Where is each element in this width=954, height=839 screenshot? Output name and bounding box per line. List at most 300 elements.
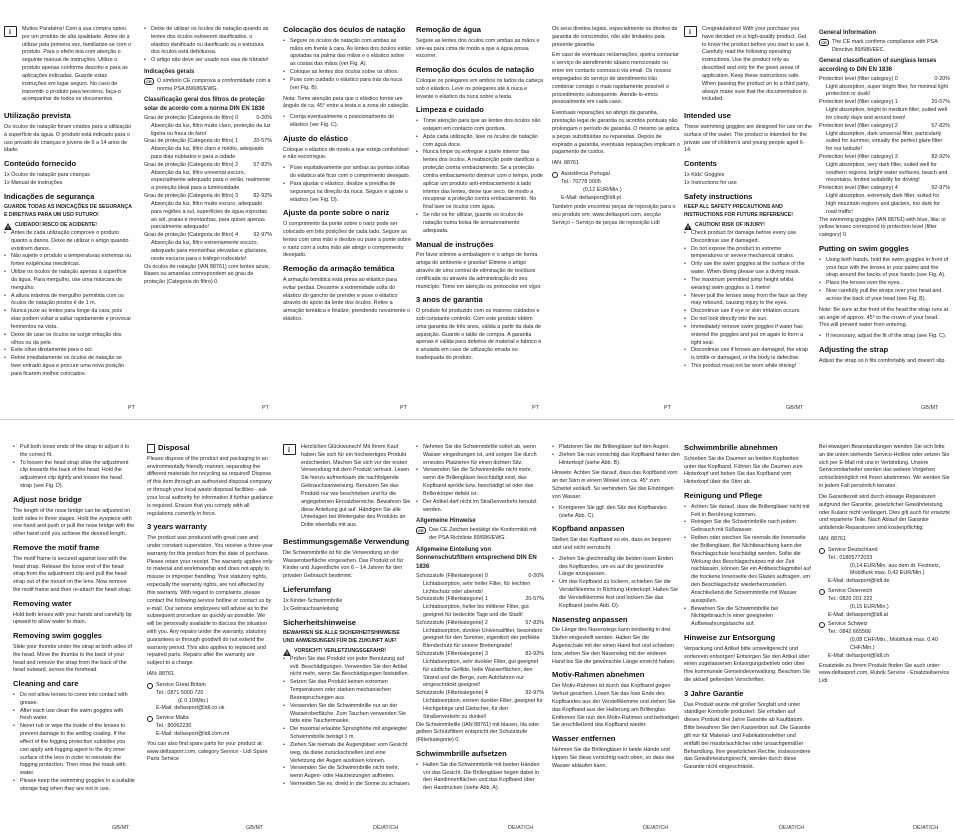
list-item: • Ziehen Sie niemals die Augengläser vom Gesicht weg, da diese zurückschnellen und eine Verletzung der Augen auslösen können.: [283, 742, 411, 765]
list-item: • Discontinue use if lenses are damaged, the strap is brittle or damaged, or the body is defective.: [684, 347, 812, 363]
motif-text: A armação temática está presa ao elástico para evitar perdas. Desarme a extremidade solta do elástico do gancho de prender e puxe o elástico através do apoio da lente dos óculos. Retire a armação temática e finalize, prendendo novamente o elástico.: [283, 276, 411, 323]
heading-remove-goggles: Remoção dos óculos de natação: [416, 65, 535, 75]
service-name: Service Deutschland: [828, 546, 878, 553]
protection-level: Protection level (filter category) 2: [819, 122, 898, 129]
cleaning-list: [684, 504, 812, 629]
spare-parts-text: Ersatzteile zu Ihrem Produkt finden Sie auch unter: www.deltasport.com, Rubrik Service - Ersatzteilservice Lidl: [819, 662, 950, 685]
service-price: (0,14 EUR/Min. aus dem dt. Festnetz, Mobilfunk max. 0,42 EUR/Min.): [850, 562, 941, 577]
ian-number: IAN: 88761: [147, 671, 174, 678]
warning-label: [4, 222, 132, 230]
adjust-text: Stellen Sie das Kopfband so ein, dass es bequem sitzt und nicht verrutscht.: [552, 537, 671, 551]
service-icon: [819, 548, 825, 554]
page-footer: [0, 825, 954, 835]
protection-range: 82-92%: [931, 154, 950, 160]
heading-general-info: General Information: [819, 30, 877, 36]
service-icon: [147, 716, 153, 722]
ce-mark-icon: CE: [416, 527, 426, 534]
service-name: Service Österreich: [828, 588, 873, 595]
tel-label: Tel.:: [156, 689, 166, 696]
heading-filter-class: Allgemeine Einteilung von Sonnenschutzfiltern entsprechend DIN EN 1836: [416, 546, 537, 571]
nose-text: Die Länge des Nasenstegs kann beidseitig in drei Stufen eingestellt werden. Halten Sie die Augenschale mit der einen Hand fest und schieben bzw. ziehen Sie den Nasensteg mit der anderen Hand bis Sie die gewünschte Länge erreicht haben.: [552, 627, 676, 665]
service-tel: 70778 0005: [572, 178, 601, 185]
motif-text: Der Motiv-Rahmen ist durch das Kopfband gegen Verlust gesichert. Lösen Sie das lose Ende des Kopfbandes aus der Verstellklemme und ziehen Sie das Kopfband aus der Halterung am Brillenglas. Entfernen Sie nun den Motiv-Rahmen und befestigen Sie anschließend das Kopfband wieder.: [552, 683, 680, 729]
service-mail-line: [828, 612, 889, 620]
heading-remove-water: Wasser entfernen: [552, 734, 616, 744]
page-label: GB/MT: [786, 405, 804, 411]
column-gb-4: [147, 444, 273, 824]
list-item: • Do not look directly into the sun.: [684, 316, 812, 324]
service-mail-line: [828, 653, 950, 661]
protection-row: [144, 232, 272, 240]
adjust-text: Adjust the strap so it fits comfortably and doesn't slip.: [819, 357, 946, 364]
heading-intended-use: Utilização prevista: [4, 111, 71, 121]
heading-put-on: Putting on swim goggles: [819, 244, 909, 254]
list-item: • Please keep the swimming goggles in a suitable storage bag when they are not in use.: [13, 778, 135, 794]
ce-text: Das CE Zeichen bestätigt die Konformität mit der PSA Richtlinie 89/686/EWG.: [429, 527, 537, 541]
list-item: • Após cada utilização, lave os óculos de natação com água doce.: [416, 134, 544, 150]
contents-list: [4, 172, 132, 188]
list-item: • Do not allow lenses to come into contact with grease.: [13, 692, 135, 708]
water-text: Nehmen Sie die Brillengläser in beide Hände und kippen Sie diese vorsichtig nach oben, so dass das Wasser ablaufen kann.: [552, 746, 675, 769]
list-item: • If necessary, adjust the fit of the strap (see Fig. C).: [819, 333, 950, 341]
service-tel: 01805772033: [839, 554, 873, 561]
service-email: deltasport@lidl.de: [846, 578, 890, 585]
heading-filter-class: General classification of sunglass lenses according to DIN EN 1836: [819, 58, 937, 74]
list-item: • Korrigieren Sie ggf. den Sitz des Kopfbandes (siehe Abb. C).: [552, 505, 680, 521]
heading-disposal: Disposal: [158, 444, 190, 452]
disposal-text: Verpackung und Artikel bitte umweltgerecht und sortenrein entsorgen! Entsorgen Sie den Artikel über einen zugelassenen Entsorgungsbetrieb oder über Ihre kommunale Gemeindeverwaltung. Beachten Sie die aktuell geltenden Vorschriften.: [684, 645, 811, 684]
page-label: PT: [532, 405, 540, 411]
intro-text: Herzlichen Glückwunsch! Mit Ihrem Kauf haben Sie sich für ein hochwertiges Produkt entschieden. Machen Sie sich vor der ersten Verwendung mit dem Produkt vertraut. Lesen Sie hierzu aufmerksam die nachfolgende Gebrauchsanweisung. Benutzen Sie das Produkt nur wie beschrieben und für die angegebenen Einsatzbereiche. Bewahren Sie diese Anleitung gut auf. Händigen Sie alle Unterlagen bei Weitergabe des Produkts an Dritte ebenfalls mit aus.: [301, 444, 411, 529]
page-label: PT: [262, 405, 270, 411]
intended-use-text: These swimming goggles are designed for use on the surface of the water. The product is intended for the private use of children's and young people aged 6-14.: [684, 124, 812, 154]
spare-parts-text: Também pode encontrar peças de reposição para o seu produto em: www.deltasport.com, secção Serviço – Serviço de peças de reposição Lidl: [552, 204, 676, 227]
protection-row: [416, 620, 544, 628]
protection-row: [819, 99, 950, 107]
heading-cleaning: Reinigung und Pflege: [684, 491, 763, 501]
warning-triangle-icon: [4, 223, 12, 230]
heading-contents: Contents: [684, 159, 717, 169]
protection-desc: Light absorption, bright to medium filter, suited well for cloudy days and around town!: [826, 107, 948, 121]
service-tel-line: [828, 596, 889, 604]
warranty-text: The product was produced with great care and under constant supervision. You receive a three-year warranty for this product from the date of purchase. Please retain your receipt. The warranty applies only to material and workmanship and does not apply to misuse or improper handling. Your statutory rights, especially the warranty rights, are not affected by this warranty. With regard to complaints, please contact the following service hotline or contact us by e-mail. Our service employees will advise as to the subsequent procedure as quickly as possible. We will be personally available to discuss the situation with you. Any repairs under the warranty, statutory guarantees or through goodwill do not extend the warranty period. This also applies to replaced and repaired parts. Repairs after the warranty are subject to a charge.: [147, 535, 273, 667]
page-label: DE/AT/CH: [643, 825, 669, 831]
list-item: • Se não os for utilizar, guarde os óculos de natação numa bolsa de armazenamento adequada.: [416, 212, 544, 235]
warning-text: VORSICHT! VERLETZUNGSGEFAHR!: [294, 648, 386, 655]
put-on-list-cont: [552, 444, 680, 467]
protection-desc: Light absorption, super bright filter, for minimal light protection or dusk!: [826, 83, 948, 98]
column-pt-4: [416, 26, 544, 398]
list-item: • Der Artikel darf nicht im Straßenverkehr benutzt werden.: [416, 499, 544, 515]
protection-row: [144, 162, 272, 170]
contents-item: 1x Gebrauchsanleitung: [283, 605, 339, 612]
protection-range: 57-82%: [525, 619, 544, 626]
protection-row: [416, 596, 544, 604]
list-item: • Ziehen Sie gleichmäßig die beiden losen Enden des Kopfbandes, um es auf die gewünschte Länge anzupassen.: [552, 556, 680, 579]
mail-label: E-Mail:: [828, 611, 845, 618]
heading-remove-water: Remoção de água: [416, 26, 481, 34]
heading-general-info: Allgemeine Hinweise: [416, 518, 476, 525]
heading-motif-frame: Motiv-Rahmen abnehmen: [552, 670, 645, 680]
protection-desc: Absorção da luz, filtro universal escuro, especialmente adequado para o verão, realmente a proteção ideal para a luminosidade: [151, 169, 270, 192]
list-item: • O artigo não deve ser usado nos vias de trânsito!: [144, 57, 272, 65]
heading-remove-water: Removing water: [13, 598, 72, 608]
protection-desc: Lichtabsorption, sehr dunkler Filter, gut geeignet für südliche Gefilde, helle Wasserflächen, den Strand und die Berge, zum Autofahren nur eingeschränkt geeignet!: [423, 658, 539, 689]
protection-row: [144, 193, 272, 201]
service-email: deltasport@lidl.at: [846, 611, 889, 618]
protection-table: [416, 573, 544, 722]
list-item: • Nehmen Sie die Schwimmbrille sofort ab, wenn Wasser eingedrungen ist, und sorgen Sie durch erneutes Platzieren für einen dichten Sitz.: [416, 444, 544, 467]
warning-label: [283, 648, 411, 656]
heading-safety: Sicherheitshinweise: [283, 617, 357, 627]
service-tel-line: [828, 629, 950, 637]
water-text: Segure as lentes dos óculos com ambas as mãos e vire-as para cima de modo a que a água possa escorrer.: [416, 37, 540, 60]
list-item: • Corrija eventualmente o posicionamento do elástico (ver Fig. C).: [283, 114, 411, 130]
service-price: (0,08 CHF/Min., Mobilfunk max. 0,40 CHF/Min.): [850, 637, 938, 651]
tel-label: Tel.:: [828, 629, 838, 636]
protection-level: Protection level (filter category) 3: [819, 154, 898, 160]
list-item: • Tome atenção para que as lentes dos óculos não estejam em contacto com gordura.: [416, 118, 544, 134]
service-icon: [819, 622, 825, 628]
adjust-text: Coloque o elástico de modo a que esteja confortável e não escorregue.: [283, 146, 409, 161]
rights-text: Os seus direitos legais, especialmente os direitos de garantia do consumidor, não são limitados pela presente garantia.: [552, 26, 678, 48]
protection-table: [819, 76, 950, 217]
heading-filter-class: Classificação geral dos filtros de proteção solar de acordo com a norma DIN EN 1836: [144, 97, 265, 113]
protection-range: 92-97%: [931, 185, 950, 192]
intended-use-text: Die Schwimmbrille ist für die Verwendung an der Wasseroberfläche vorgesehen. Das Produkt ist für Kinder und Jugendliche von 6 – 14 Jahren für den privaten Gebrauch bestimmt.: [283, 549, 404, 580]
list-item: • Retire imediatamente os óculos de natação se tiver entrado água e procure uma nova posição para ficarem melhor colocados.: [4, 355, 132, 378]
service-tel: 0820 201 222: [839, 595, 873, 602]
protection-range: 57-82%: [253, 161, 272, 168]
put-on-list-2: [819, 333, 950, 341]
safety-keep-text: KEEP ALL SAFETY PRECAUTIONS AND INSTRUCTIONS FOR FUTURE REFERENCE!: [684, 204, 793, 218]
protection-desc: Lichtabsorption, dunkler Universalfilter, besonders geeignet für den Sommer, eigentlich der perfekte Blendschutz für unsere Breitengrade!: [423, 627, 543, 650]
service-price: (0,15 EUR/Min.): [850, 603, 889, 610]
protection-range: 0-20%: [256, 114, 272, 121]
tel-label: Tel.:: [828, 554, 838, 561]
disposal-text: Por favor elimine a embalagem e o artigo de forma amiga do ambiente e gravitar! Elimine o artigo através de uma central de eliminação de resíduos certificada ou através da administração do seu município. Tome em atenção os protocolos em vigor.: [416, 252, 542, 290]
service-address: [819, 547, 950, 586]
put-on-list-2: [283, 114, 411, 130]
spare-parts-text: You can also find spare parts for your product at: www.deltasport.com, category Service - Lidl Spare Parts Service: [147, 740, 268, 763]
heading-intended-use: Intended use: [684, 111, 731, 121]
column-de-1: [283, 444, 411, 824]
ian-number: IAN: 88761: [819, 536, 846, 543]
service-name: Service Great Britain: [156, 681, 206, 688]
list-item: • Pull both loose ends of the strap to adjust it to the correct fit.: [13, 444, 135, 460]
page-label: GB/MT: [246, 825, 264, 831]
list-item: • Only use the swim goggles at the surface of the water. When diving please use a diving mask.: [684, 261, 812, 277]
page-label: GB/MT: [921, 405, 939, 411]
service-name: Service Malta: [156, 715, 189, 722]
heading-warranty: 3 anos de garantia: [416, 295, 483, 305]
mail-label: E-Mail:: [156, 730, 173, 737]
list-item: • Reinigen Sie die Schwimmbrille nach jedem Gebrauch mit Süßwasser.: [684, 519, 812, 535]
contents-list: [684, 172, 812, 188]
safety-list: [283, 656, 411, 789]
warning-triangle-icon: [684, 223, 692, 230]
page-label: DE/AT/CH: [913, 825, 939, 831]
sheet-portuguese-english: [0, 0, 954, 419]
list-item: • Now carefully pull the straps over your head and across the back of your head (see Fig. B).: [819, 288, 950, 304]
service-price: (0,12 EUR/Min.): [583, 186, 622, 193]
contents-list: [283, 598, 411, 614]
service-details: [156, 715, 229, 738]
list-item: • The maximum permitted jump height whilst wearing swim goggles is 1 metre!: [684, 277, 812, 293]
put-on-list: [283, 38, 411, 93]
list-item: • Puxe equitativamente por ambas as pontas soltas do elástico até ficar com o comprimento desejado.: [283, 165, 411, 181]
service-tel-line: [561, 179, 622, 187]
mail-label: E-Mail:: [156, 705, 173, 712]
list-item: • Coloque as lentes dos óculos sobre os olhos.: [283, 69, 411, 77]
service-address: [819, 588, 950, 619]
protection-range: 20-57%: [525, 596, 544, 603]
service-mail-line: [561, 195, 622, 203]
protection-desc: Light absorption, dark universal filter, particularly suited for summer, virtually the perfect glare filter for our latitude!: [826, 130, 943, 153]
protection-level: Schutzstufe (Filterkategorie) 2: [416, 619, 488, 626]
adjust-list: [283, 165, 411, 204]
filter-category-text: Die Schwimmbrille (IAN 88761) mit blauen, lila oder gelben Schutzfiltern entspricht der Schutzstufe (Filterkategorie) 0.: [416, 721, 540, 744]
service-details: [156, 682, 224, 713]
page-label: PT: [128, 405, 136, 411]
list-item: • Nunca puxe as lentes para longe da cara, pois elas podem voltar a saltar rapidamente e provocar ferimentos na vista.: [4, 308, 132, 331]
protection-desc: Absorção da luz, filtro extremamente escuro, adequado para montanhas elevadas e glaciares, neste escuros para o tráfego rodoviário!: [151, 240, 268, 262]
heading-nose-bridge: Ajuste da ponte sobre o nariz: [283, 208, 390, 218]
heading-remove-goggles: Schwimmbrille abnehmen: [684, 444, 778, 452]
protection-level: Schutzstufe (Filterkategorie) 4: [416, 690, 488, 697]
column-pt-3: [283, 26, 411, 398]
heading-adjust-strap: Adjusting the strap: [819, 345, 889, 355]
protection-table: [144, 115, 272, 264]
tel-label: Tel.:: [828, 595, 838, 602]
list-item: • Do not expose the product to extreme temperatures or severe mechanical strains.: [684, 246, 812, 262]
mail-label: E-Mail:: [828, 652, 845, 659]
protection-desc: Absorção da luz, filtro muito escuro, adequado para regiões a sul, superfícies de água expostas ao sol, praias e montanhas, para quiser apenas parcialmente adequado!: [151, 200, 267, 231]
list-item: • Antes de cada utilização comprove o produto quanto a danos. Deixe de utilizar o artigo quando existirem danos.: [4, 230, 132, 253]
list-item: • Setzen Sie das Produkt keinen extremen Temperaturen oder starken mechanischen Beanspruchungen aus.: [283, 679, 411, 702]
protection-level: Grau de proteção (Categoria do filtro) 2: [144, 161, 239, 168]
put-on-list-2: [552, 505, 680, 521]
protection-level: Grau de proteção (Categoria do filtro) 1: [144, 138, 239, 145]
ce-text: The CE mark confirms compliance with PSA Directive 89/686/EEC.: [832, 38, 938, 53]
ce-mark-icon: CE: [819, 39, 829, 46]
protection-desc: Absorção da luz, filtro claro e médio, adequado para dias nublados e para a cidade: [151, 146, 264, 160]
service-email: deltasport@lidl.com.mt: [174, 730, 230, 737]
protection-range: 0-20%: [528, 572, 544, 579]
ian-number: IAN: 88761: [552, 160, 579, 167]
protection-range: 82-92%: [253, 193, 272, 200]
heading-adjust-strap: Kopfband anpassen: [552, 524, 625, 534]
list-item: • Um das Kopfband zu lockern, schieben Sie die Verstellklemme in Richtung Hinterkopf. Halten Sie die Verstellklemme fest und lockern Sie das Kopfband (siehe Abb. D).: [552, 579, 680, 610]
motif-text: The motif frame is secured against loss with the head strap. Release the loose end of the head strap from the adjustment clip and pull the head strap out of the mount on the lens. Now remove the motif frame and then re-attach the head strap.: [13, 555, 132, 594]
contents-item: 1x Kinder-Schwimmbrille: [283, 597, 343, 604]
protection-level: Grau de proteção (Categoria do filtro) 0: [144, 114, 239, 121]
column-de-4: [684, 444, 812, 824]
safety-list-cont: [416, 444, 544, 514]
cleaning-list: [416, 118, 544, 235]
list-item: • Check product for damage before every use. Discontinue use if damaged.: [684, 230, 812, 246]
heading-remove-goggles: Removing swim goggles: [13, 631, 103, 641]
page-label: PT: [400, 405, 408, 411]
protection-level: Grau de proteção (Categoria do filtro) 3: [144, 193, 239, 200]
contents-item: 1x Manual de instruções: [4, 179, 63, 186]
service-icon: [819, 589, 825, 595]
info-book-icon: [283, 444, 296, 455]
column-gb-1: [684, 26, 812, 398]
service-details: [828, 621, 950, 660]
list-item: • Never rub or wipe the inside of the lenses to prevent damage to the antifog coating. If the effect of the fogging protection subsides you can apply anti-fogging agent to the dry inner surface of the lens in order to reinstate the fogging protection. Then rinse the mask with water.: [13, 723, 135, 778]
list-item: • Utilize os óculos de natação apenas à superfície da água. Para mergulho, use uma máscara de mergulho.: [4, 269, 132, 292]
service-mail-line: [156, 705, 224, 713]
protection-row: [416, 690, 544, 698]
page-label: DE/AT/CH: [508, 825, 534, 831]
protection-level: Protection level (filter category) 4: [819, 185, 898, 192]
list-item: • Verwenden Sie die Schwimmbrille nicht mehr, wenn die Brillengläser beschädigt sind, das Kopfband spröde bzw. beschädigt ist oder das Brillenkörper defekt ist.: [416, 467, 544, 498]
page-label: GB/MT: [112, 825, 130, 831]
column-pt-5: [552, 26, 680, 398]
protection-row: [819, 154, 950, 162]
info-book-icon: [4, 26, 17, 37]
safety-keep-text: BEWAHREN SIE ALLE SICHERHEITSHINWEISE UND ANWEISUNGEN FÜR DIE ZUKUNFT AUF!: [283, 630, 400, 644]
repairs-text: Die Garantiezeit wird durch etwaige Reparaturen aufgrund der Garantie, gesetzlicher Gewährleistung oder Kulanz nicht verlängert. Dies gilt auch für ersetzte und reparierte Teile. Nach Ablauf der Garantie anfallende Reparaturen sind kostenpflichtig.: [819, 493, 950, 532]
note-text: Note: Be sure at the front of the head the strap runs at an angle of approx. 45° to the crown of your head. This will prevent water from entering.: [819, 306, 949, 329]
protection-row: [144, 115, 272, 123]
service-details: [828, 588, 889, 619]
list-item: • Não sujeite o produto a temperaturas extremas ou fortes exigências mecânicas.: [4, 253, 132, 269]
protection-level: Schutzstufe (Filterkategorie) 3: [416, 651, 488, 658]
ce-mark-icon: CE: [144, 78, 154, 85]
column-pt-1: [4, 26, 132, 398]
protection-level: Protection level (filter category) 1: [819, 99, 898, 106]
warranty-text: Das Produkt wurde mit großer Sorgfalt und unter ständiger Kontrolle produziert. Sie erhalten auf dieses Produkt drei Jahre Garantie ab Kaufdatum. Bitte bewahren Sie den Kassenbon auf. Die Garantie gilt nur für Material- und Fabrikationsfehler und entfällt bei missbräuchlicher oder unsachgemäßer Behandlung. Ihre gesetzlichen Rechte, insbesondere das Gewährleistungsrecht, werden durch diese Garantie nicht eingeschränkt.: [684, 701, 811, 771]
service-price: (£ 0.10/Min.): [178, 697, 209, 704]
list-item: • Immediately remove swim goggles if water has entered the goggles and put on again to form a tight seal.: [684, 324, 812, 347]
service-email: deltasport@lidl.pt: [579, 194, 622, 201]
intro-text: Muitos Parabéns! Com a sua compra optou por um produto de alta qualidade. Antes de a utilizar pela primeira vez, familiarize-se com o produto. Para o efeito leia com atenção o seguinte manual de instruções. Utilize o produto apenas conforme descrito e para as aplicações indicadas. Guarde estas instruções em lugar seguro. No caso de transmitir o produto para terceiros, faça-o acompanhar de todos os documentos.: [22, 26, 132, 103]
heading-disposal: Manual de instruções: [416, 239, 494, 249]
heading-contents: Conteúdo fornecido: [4, 159, 77, 169]
tel-label: Tel.:: [561, 178, 571, 185]
heading-safety: Safety instructions: [684, 191, 753, 201]
ce-text: O símbolo CE comprova a conformidade com a norma PSA 89/686/EWG.: [157, 77, 271, 92]
list-item: • Achten Sie darauf, dass die Brillengläser nicht mit Fett in Berührung kommen.: [684, 504, 812, 520]
list-item: • Place the lenses over the eyes.: [819, 280, 950, 288]
heading-put-on: Colocação dos óculos de natação: [283, 26, 406, 34]
water-text: Hold both lenses with your hands and carefully tip upward to allow water to drain.: [13, 611, 132, 626]
list-item: • Vermeiden Sie es, direkt in die Sonne zu schauen.: [283, 781, 411, 789]
contents-item: 1x Óculos de natação para crianças: [4, 172, 91, 179]
protection-desc: Lichtabsorption, extrem dunkler Filter, geeignet für Hochgebirge und Gletscher, für den Straßenverkehr zu dunkel!: [423, 698, 543, 720]
list-item: • Discontinue use if eye or skin irritation occurs.: [684, 308, 812, 316]
list-item: • Reiben oder wischen Sie niemals die Innenseite der Brillengläser. Bei Nichtbeachtung kann der Beschlagschutz beschädigt werden. Sollte die Wirkung des Beschlagschutzes mit der Zeit nachlassen, können Sie ein Antibeschlagmittel auf die trockene Innenseite des Glases auftragen, um den Beschlagschutz wiederherzustellen. Anschließend die Schwimmbrille mit Wasser ausspülen.: [684, 535, 812, 605]
nose-text: The length of the nose bridge can be adjusted on both sides in three stages. Hold the eyepiece with one hand and push or pull the nose bridge with the other hand until you achieve the desired length.: [13, 507, 135, 538]
list-item: • Die maximal erlaubte Sprunghöhe mit angelegter Schwimmbrille beträgt 1 m.: [283, 726, 411, 742]
list-item: • Deixe de usar os óculos se surgir irritação dos olhos ou da pele.: [4, 332, 132, 348]
column-gb-3: [13, 444, 135, 824]
heading-intended-use: Bestimmungsgemäße Verwendung: [283, 537, 410, 547]
service-tel-line: [156, 723, 229, 731]
complaints-text: Em caso de eventuais reclamações, queira contactar o serviço de atendimento abaixo mencionado ou entre em contacto connosco via email. Os nossos empregados do serviço de atendimento irão combinar consigo o mais rapidamente possível o procedimento subsequente. Atende-lo-emos pessoalmente em cada caso.: [552, 52, 679, 106]
protection-range: 20-57%: [931, 99, 950, 106]
protection-desc: Light absorption, extremely dark filter, suited for high mountain regions and glaciers, too dark for road traffic!: [826, 193, 940, 215]
service-tel: 0871 5000 720: [167, 689, 204, 696]
protection-range: 20-57%: [253, 138, 272, 145]
service-address: [552, 171, 680, 202]
filter-category-text: Os óculos de natação (IAN 88761) com lentes azuis, lilases ou amarelas correspondem ao grau de proteção (Categoria do filtro) 0.: [144, 263, 270, 286]
protection-row: [416, 651, 544, 659]
column-gb-2: [819, 26, 950, 398]
service-address: [147, 682, 273, 713]
list-item: • Evite olhar diretamente para o sol.: [4, 347, 132, 355]
contents-item: 1x Kids' Goggles: [684, 172, 725, 179]
service-address: [819, 621, 950, 660]
service-name: Assistência Portugal: [561, 171, 610, 178]
intro-text: Congratulations! With your purchase you have decided on a high-quality product. Get to know the product before you start to use it. Carefully read the following operating instructions. Use the product only as described and only for the given areas of application. Keep these instructions safe. When passing the product on to a third party, always make sure that the documentation is included.: [702, 26, 810, 103]
intended-use-text: Os óculos de natação foram criados para a utilização à superfície da água. O produto está indicado para o uso privado de crianças e jovens de 6 a 14 anos de idade.: [4, 124, 132, 154]
list-item: • Never pull the lenses away from the face as they may rebound, causing injury to the eyes.: [684, 293, 812, 309]
service-mail-line: [156, 731, 229, 739]
mail-label: E-Mail:: [828, 578, 845, 585]
remove-text: Schieben Sie die Daumen an beiden Kopfseiten unter das Kopfband. Führen Sie die Daumen zum Hinterkopf und heben Sie das Kopfband vom Hinterkopf über die Stirn ab.: [684, 455, 803, 486]
column-pt-2: [144, 26, 272, 398]
protection-range: 82-92%: [525, 651, 544, 658]
heading-warranty: 3 Jahre Garantie: [684, 688, 744, 698]
remove-text: Slide your thumbs under the strap at both sides of the head. Move the thumbs to the back of your head and remove the strap from the back of the head outward, across the forehead.: [13, 643, 132, 674]
list-item: • Halten Sie die Schwimmbrille mit beiden Händen vor das Gesicht. Die Brillengläser liegen dabei in den Handinnenflächen und das Kopfband über den Handrücken (siehe Abb. A).: [416, 762, 544, 793]
list-item: • Verwenden Sie die Schwimmbrille nur an der Wasseroberfläche. Zum Tauchen verwenden Sie bitte eine Tauchermaske.: [283, 703, 411, 726]
heading-nose-bridge: Adjust nose bridge: [13, 494, 82, 504]
tel-label: Tel.:: [156, 723, 166, 730]
heading-contents: Lieferumfang: [283, 585, 332, 595]
service-email: deltasport@lidl.ch: [846, 652, 890, 659]
put-on-list: [416, 762, 544, 793]
protection-desc: Light absorption, very dark filter, suited well for southern regions, bright water surfaces, beach and mountains, limited suitability for driving!: [826, 161, 948, 184]
list-item: • Segure os óculos de natação com ambas as mãos em frente à cara. As lentes dos óculos estão apoiadas na palma das mãos e o elástico sobre as costas das mãos (ver Fig. A).: [283, 38, 411, 69]
list-item: • A altura máxima de mergulho permitida com os óculos de natação postos é de 1 m.: [4, 293, 132, 309]
protection-level: Protection level (filter category) 0: [819, 75, 898, 82]
list-item: • To loosen the head strap slide the adjustment clip towards the back of the head. Hold the adjustment clip tightly and loosen the head strap (see Fig. D).: [13, 460, 135, 491]
service-icon: [552, 172, 558, 178]
heading-cleaning: Limpeza e cuidado: [416, 105, 484, 115]
list-item: • Bewahren Sie die Schwimmbrille bei Nichtgebrauch in einer geeigneten Aufbewahrungstasche auf.: [684, 606, 812, 629]
page-label: DE/AT/CH: [779, 825, 805, 831]
list-item: • Deixe de utilizar os óculos de natação quando as lentes dos óculos estiverem danificados, o elástico danificado ou danificado ou o estrutura dos óculos está defeituosa.: [144, 26, 272, 57]
service-address: [147, 715, 273, 738]
heading-warranty: 3 years warranty: [147, 522, 207, 532]
heading-disposal: Hinweise zur Entsorgung: [684, 633, 776, 642]
protection-desc: Lichtabsorption, heller bis mittlerer Filter, gut geeignet für bedeckte Tage und die Stadt!: [423, 604, 529, 618]
protection-range: 57-82%: [931, 122, 950, 129]
heading-general-info: Indicações gerais: [144, 69, 195, 76]
heading-nose-bridge: Nasensteg anpassen: [552, 614, 628, 624]
column-de-3: [552, 444, 680, 824]
protection-range: 0-20%: [934, 75, 950, 82]
remove-text: Coloque os polegares em ambos os lados da cabeça sob o elástico. Leve os polegares até à nuca e levante o elástico da nuca sobre a testa.: [416, 77, 544, 100]
service-details: [561, 171, 622, 202]
protection-row: [416, 573, 544, 581]
warning-triangle-icon: [283, 649, 291, 656]
cleaning-list: [13, 692, 135, 794]
service-tel-line: [828, 555, 950, 563]
list-item: • Verwenden Sie die Schwimmbrille nicht mehr, wenn Augen- oder Hautreizungen auftreten.: [283, 765, 411, 781]
adjust-list: [552, 556, 680, 611]
heading-motif-frame: Remove the motif frame: [13, 543, 100, 552]
put-on-list: [819, 257, 950, 304]
adjust-list: [13, 444, 135, 491]
service-tel-line: [156, 690, 224, 698]
protection-row: [819, 185, 950, 193]
recycling-bin-icon: [147, 444, 155, 453]
